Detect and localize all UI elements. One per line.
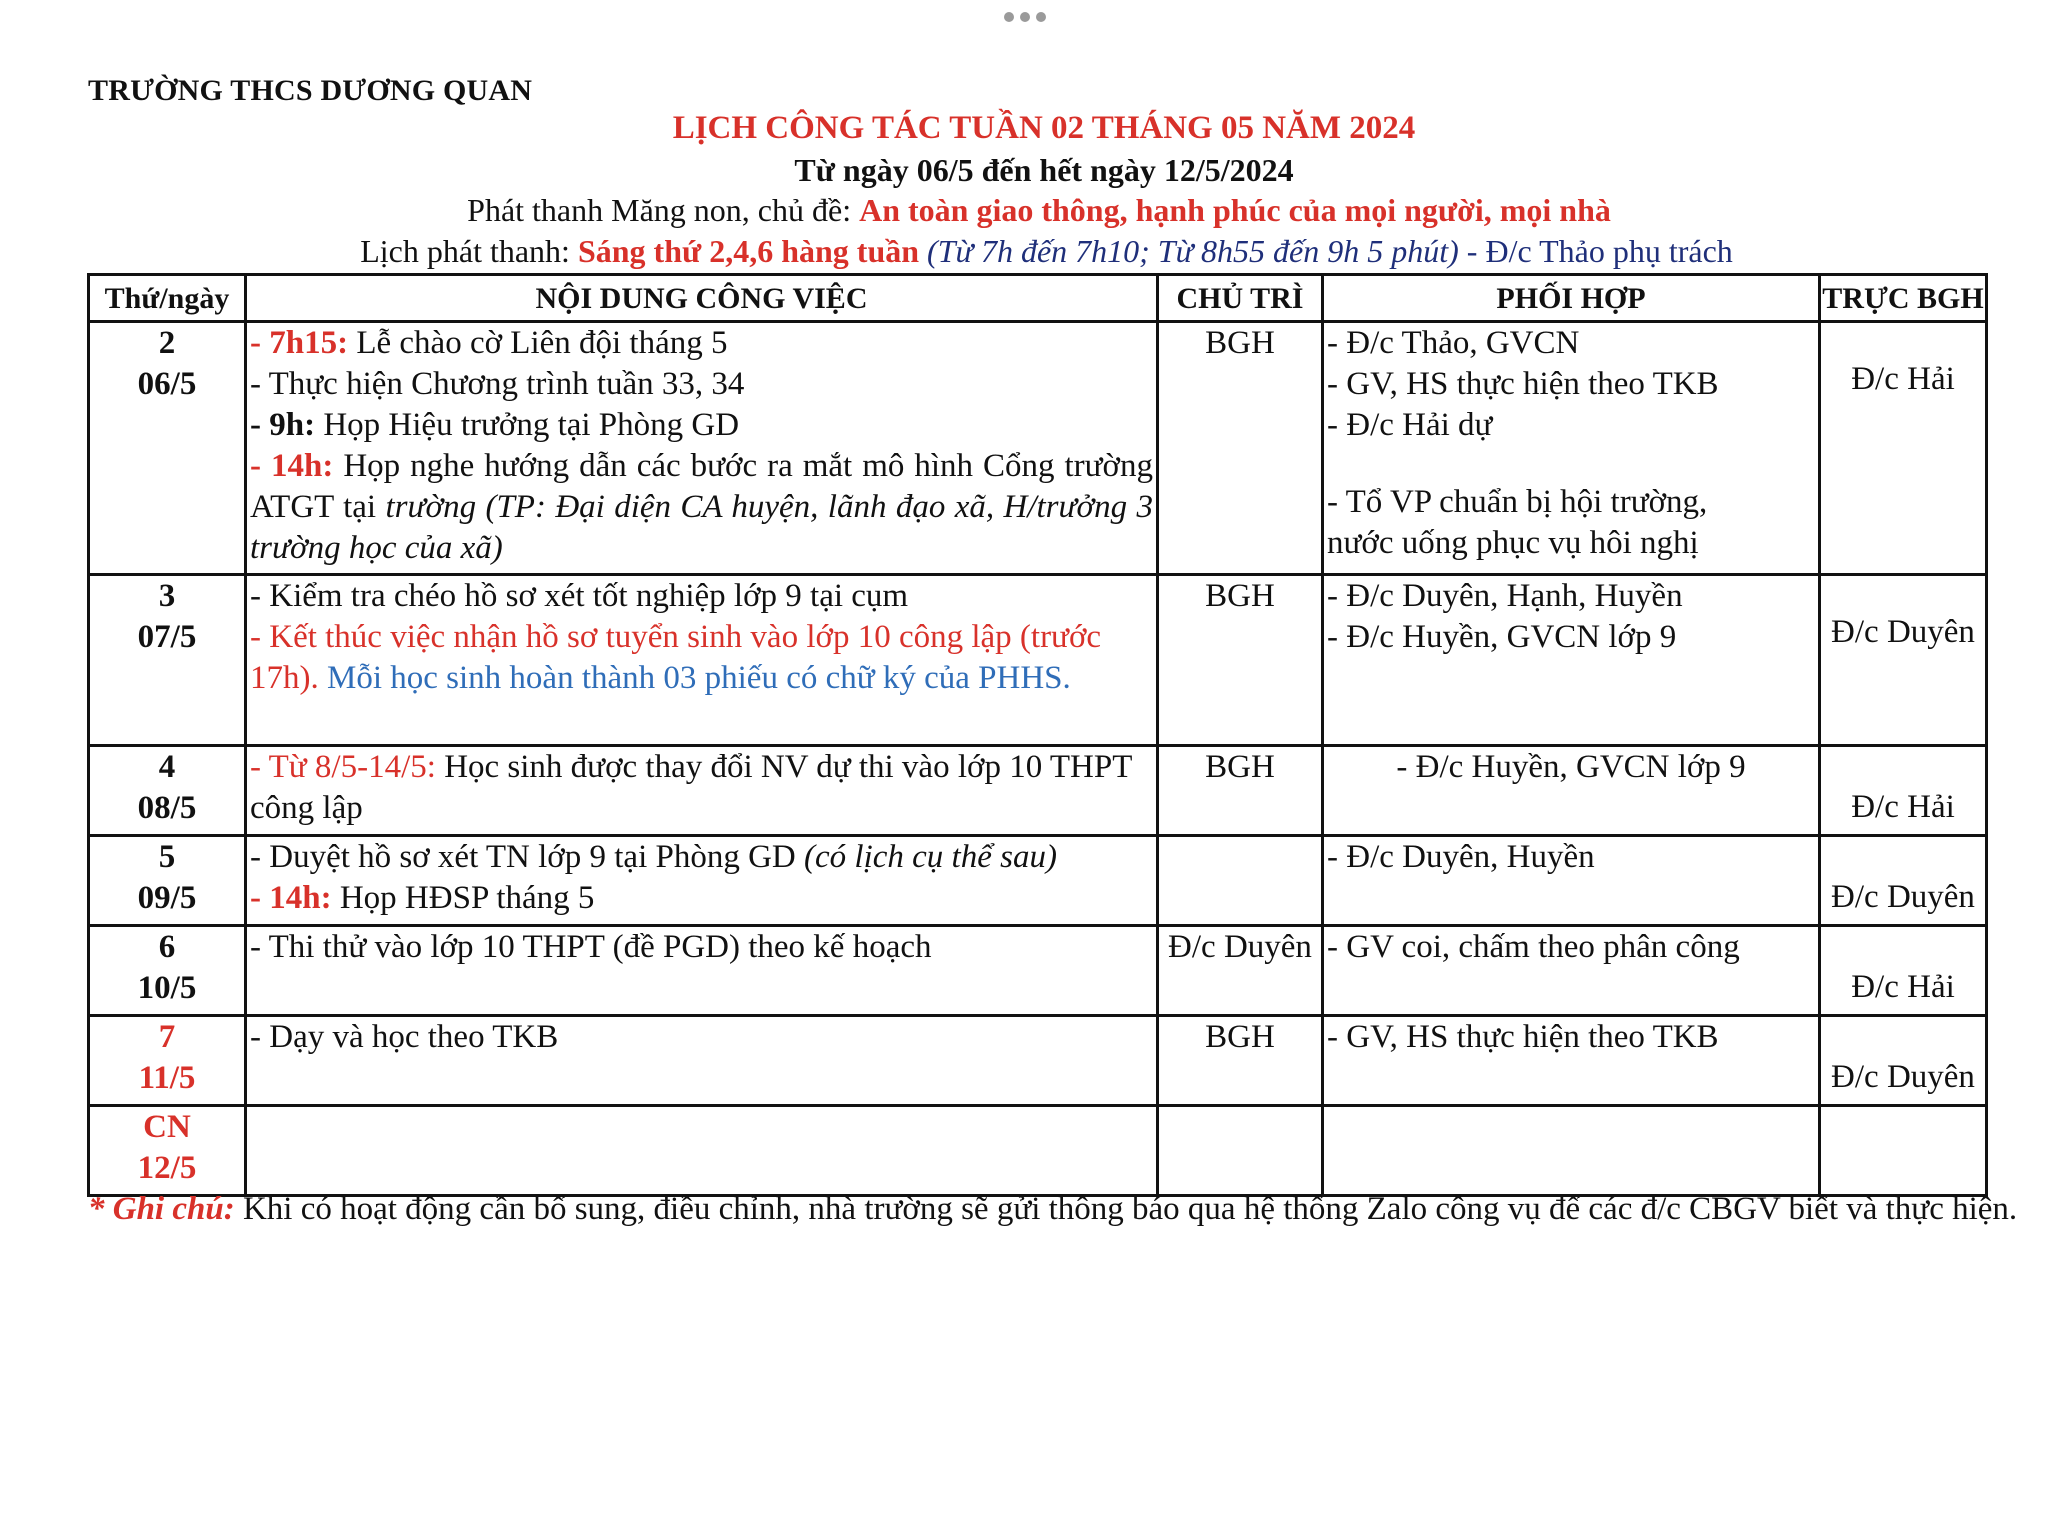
header-duty: TRỰC BGH bbox=[1820, 275, 1987, 322]
host-cell bbox=[1158, 1016, 1323, 1106]
schedule-prefix: Lịch phát thanh: bbox=[360, 233, 578, 269]
date-range: Từ ngày 06/5 đến hết ngày 12/5/2024 bbox=[794, 152, 1294, 188]
task-text: - Thực hiện Chương trình tuần 33, 34 bbox=[250, 366, 745, 402]
host-cell: Đ/c Duyên bbox=[1158, 926, 1323, 1016]
radio-topic: An toàn giao thông, hạnh phúc của mọi người, mọi nhà bbox=[859, 192, 1611, 228]
schedule-owner: - Đ/c Thảo phụ trách bbox=[1458, 233, 1733, 269]
coop-line: - Đ/c Huyền, GVCN lớp 9 bbox=[1327, 619, 1677, 655]
day-number: 2 bbox=[158, 325, 176, 361]
time-label: - 9h: bbox=[250, 407, 316, 443]
content-cell bbox=[246, 746, 1158, 836]
time-label: - 7h15: bbox=[250, 325, 349, 361]
day-number: 5 bbox=[158, 839, 176, 875]
content-cell bbox=[246, 575, 1158, 746]
coop-cell bbox=[1323, 1016, 1820, 1106]
coop-cell bbox=[1323, 746, 1820, 836]
content-cell bbox=[246, 836, 1158, 926]
day-cell bbox=[89, 1106, 246, 1196]
day-cell bbox=[89, 322, 246, 575]
coop-line: - GV, HS thực hiện theo TKB bbox=[1327, 1019, 1719, 1055]
day-date: 12/5 bbox=[137, 1150, 197, 1186]
table-row bbox=[89, 1016, 1987, 1106]
header-day: Thứ/ngày bbox=[89, 275, 246, 322]
task-text: - Thi thử vào lớp 10 THPT (đề PGD) theo kế hoạch bbox=[250, 929, 932, 965]
host-cell: BGH bbox=[1158, 322, 1323, 575]
table-row bbox=[89, 322, 1987, 575]
schedule-days: Sáng thứ 2,4,6 hàng tuần bbox=[577, 233, 920, 269]
coop-cell bbox=[1323, 926, 1820, 1016]
task-text: - Dạy và học theo TKB bbox=[250, 1019, 559, 1055]
radio-topic-line bbox=[0, 192, 2048, 229]
day-number: 7 bbox=[158, 1019, 176, 1055]
table-row bbox=[89, 1106, 1987, 1196]
more-dots-icon[interactable] bbox=[1004, 12, 1046, 22]
broadcast-schedule-line bbox=[0, 233, 2048, 270]
duty-name: Đ/c Hải bbox=[1851, 361, 1955, 397]
task-text: Họp Hiệu trưởng tại Phòng GD bbox=[315, 407, 740, 443]
header-host: CHỦ TRÌ bbox=[1158, 275, 1323, 322]
day-cell bbox=[89, 836, 246, 926]
day-date: 10/5 bbox=[137, 970, 197, 1006]
table-row bbox=[89, 575, 1987, 746]
schedule-times: (Từ 7h đến 7h10; Từ 8h55 đến 9h 5 phút) bbox=[919, 233, 1459, 269]
day-cell bbox=[89, 1016, 246, 1106]
time-label: - 14h: bbox=[250, 448, 334, 484]
day-number: 6 bbox=[158, 929, 176, 965]
date-range-label: - Từ 8/5-14/5: bbox=[250, 749, 436, 785]
duty-name: Đ/c Duyên bbox=[1831, 1059, 1975, 1095]
content-cell bbox=[246, 926, 1158, 1016]
coop-line: - GV coi, chấm theo phân công bbox=[1327, 929, 1740, 965]
table-row bbox=[89, 746, 1987, 836]
table-row bbox=[89, 836, 1987, 926]
coop-line: - Đ/c Huyền, GVCN lớp 9 bbox=[1396, 749, 1746, 785]
duty-name: Đ/c Hải bbox=[1851, 789, 1955, 825]
task-text: Họp HĐSP tháng 5 bbox=[331, 880, 595, 916]
task-note: trường (TP: Đại diện CA huyện, lãnh đạo xã, H/trưởng 3 trường học của xã) bbox=[250, 489, 1153, 566]
day-number: CN bbox=[143, 1109, 191, 1145]
day-number: 4 bbox=[158, 749, 176, 785]
coop-cell bbox=[1323, 575, 1820, 746]
coop-line: - Tổ VP chuẩn bị hội trường, bbox=[1327, 484, 1708, 520]
radio-prefix: Phát thanh Măng non, chủ đề: bbox=[467, 192, 860, 228]
task-note: (có lịch cụ thể sau) bbox=[804, 839, 1057, 875]
duty-cell bbox=[1820, 926, 1987, 1016]
day-date: 08/5 bbox=[137, 790, 197, 826]
content-cell bbox=[246, 1016, 1158, 1106]
coop-cell bbox=[1323, 1106, 1820, 1196]
table-header-row bbox=[89, 275, 1987, 322]
duty-cell bbox=[1820, 746, 1987, 836]
duty-cell bbox=[1820, 575, 1987, 746]
host-cell: BGH bbox=[1158, 746, 1323, 836]
duty-cell bbox=[1820, 322, 1987, 575]
coop-line: nước uống phục vụ hôi nghị bbox=[1327, 525, 1699, 561]
duty-cell bbox=[1820, 1016, 1987, 1106]
coop-cell bbox=[1323, 836, 1820, 926]
note-text: Khi có hoạt động cần bổ sung, điều chỉnh, nhà trường sẽ gửi thông báo qua hệ thống Zalo công vụ để các đ/c CBGV biết và thực hiện. bbox=[234, 1191, 2018, 1227]
task-text-blue: Mỗi học sinh hoàn thành 03 phiếu có chữ ký của PHHS. bbox=[318, 660, 1071, 696]
content-cell bbox=[246, 1106, 1158, 1196]
header-coop: PHỐI HỢP bbox=[1323, 275, 1820, 322]
task-text: - Duyệt hồ sơ xét TN lớp 9 tại Phòng GD bbox=[250, 839, 805, 875]
task-text: - Kiểm tra chéo hồ sơ xét tốt nghiệp lớp 9 tại cụm bbox=[250, 578, 909, 614]
task-text: Học sinh được thay đổi NV dự thi vào lớp 10 THPT công lập bbox=[250, 749, 1132, 826]
content-cell bbox=[246, 322, 1158, 575]
host-cell bbox=[1158, 836, 1323, 926]
coop-line: - Đ/c Hải dự bbox=[1327, 407, 1493, 443]
duty-cell bbox=[1820, 836, 1987, 926]
day-cell bbox=[89, 926, 246, 1016]
footnote bbox=[88, 1188, 2023, 1230]
dot bbox=[1036, 12, 1046, 22]
school-name: TRƯỜNG THCS DƯƠNG QUAN bbox=[88, 74, 533, 107]
table-row bbox=[89, 926, 1987, 1016]
time-label: - 14h: bbox=[250, 880, 332, 916]
document-title: LỊCH CÔNG TÁC TUẦN 02 THÁNG 05 NĂM 2024 bbox=[672, 110, 1416, 146]
day-date: 09/5 bbox=[137, 880, 197, 916]
task-text: Họp nghe hướng dẫn các bước ra mắt mô hình Cổng trường ATGT tại bbox=[250, 448, 1153, 525]
dot bbox=[1004, 12, 1014, 22]
note-label: * Ghi chú: bbox=[88, 1191, 235, 1227]
coop-line: - GV, HS thực hiện theo TKB bbox=[1327, 366, 1719, 402]
header-content: NỘI DUNG CÔNG VIỆC bbox=[246, 275, 1158, 322]
weekly-schedule-table bbox=[87, 273, 1988, 1197]
coop-line: - Đ/c Duyên, Hạnh, Huyền bbox=[1327, 578, 1683, 614]
duty-cell bbox=[1820, 1106, 1987, 1196]
day-cell bbox=[89, 746, 246, 836]
host-name: BGH bbox=[1205, 1019, 1275, 1055]
coop-line: - Đ/c Thảo, GVCN bbox=[1327, 325, 1580, 361]
duty-name: Đ/c Duyên bbox=[1831, 614, 1975, 650]
day-date: 11/5 bbox=[138, 1060, 196, 1096]
day-cell bbox=[89, 575, 246, 746]
day-date: 06/5 bbox=[137, 366, 197, 402]
duty-name: Đ/c Hải bbox=[1851, 969, 1955, 1005]
task-text: Lễ chào cờ Liên đội tháng 5 bbox=[348, 325, 728, 361]
coop-line: - Đ/c Duyên, Huyền bbox=[1327, 839, 1595, 875]
day-number: 3 bbox=[158, 578, 176, 614]
dot bbox=[1020, 12, 1030, 22]
host-cell bbox=[1158, 1106, 1323, 1196]
host-cell: BGH bbox=[1158, 575, 1323, 746]
day-date: 07/5 bbox=[137, 619, 197, 655]
task-text-red: - Kết thúc việc nhận hồ sơ tuyển sinh vào lớp 10 công lập (trước 17h). bbox=[250, 619, 1102, 696]
coop-cell bbox=[1323, 322, 1820, 575]
duty-name: Đ/c Duyên bbox=[1831, 879, 1975, 915]
